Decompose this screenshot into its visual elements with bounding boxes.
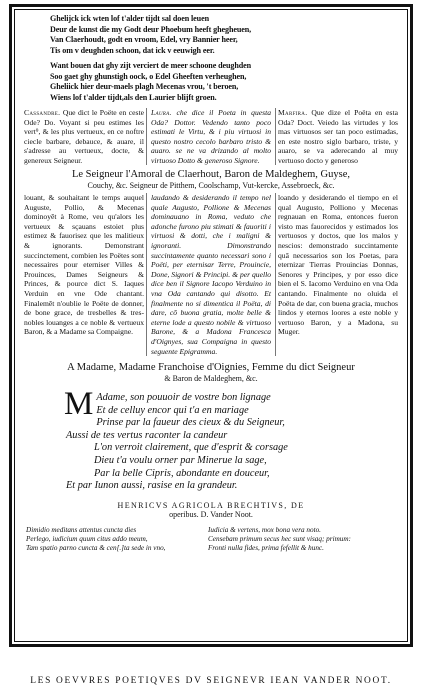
running-footer: LES OEVVRES POETIQVES DV SEIGNEVR IEAN VANDER NOOT. bbox=[30, 676, 392, 686]
sonnet-line: Dieu t'a voulu orner par Minerue la sage, bbox=[94, 455, 267, 467]
epigram-line: Perlego, iudicium quum citus addo meum, bbox=[26, 535, 148, 544]
spanish-column bbox=[276, 108, 400, 165]
epigram-author-sub: operibus. D. Vander Noot. bbox=[169, 509, 253, 519]
madame-title: A Madame, Madame Franchoise d'Oignies, Femme du dict Seigneur bbox=[67, 362, 355, 374]
epigram-line: Censebam primum secus hec sunt visaq; primum: bbox=[208, 535, 351, 544]
madame-subtitle: & Baron de Maldeghem, &c. bbox=[164, 374, 258, 384]
column-text: che dice il Poeta in questa Oda? Dottor. Vedendo tanto poco estimati le Virtu, & i piu virtuosi in questo nostro cecolo barbaro tristo & auaro. se ne va drizando al molto virtuoso Dotto & generoso Signore. bbox=[151, 108, 272, 165]
epigram-left bbox=[22, 526, 202, 554]
poem-line: Gheliick hier deur-maels plagh Mecenas vrou, 't beroen, bbox=[50, 82, 239, 91]
italian-column-2: laudando & desiderando il tempo nel quale Augusto, Pollione & Mecenas dominauano in Roma, veduto che adonche furono piu stimati & fauoriti i virtuosi & dotti, che i maligni & ignoranti. Dimonstrando succintamente quanto necessari sono i Poëti, per eternisar Terre, Prouincie, Done, Signori & Principi. & per quello dice ben il Signore Iacopo Verduino in vna Oda cantando qui disotto. Et finalmente no si dimentica il Poëta, di dare, cō buona gratia, molte belle & eterne lode a questo nobile & virtuoso Barone, & a Madona Francesca d'Oignyes, sua Compaigna in questo seguente Epigramma. bbox=[146, 193, 276, 356]
epigram-line: Tam spatio parno cuncta & cen[.]ta sede in vno, bbox=[26, 544, 166, 553]
epigram-line: Iudicia & vertens, mox bona vera noto. bbox=[208, 525, 321, 534]
poem-line: Ghelijck ick wten lof t'alder tijdt sal doen leuen bbox=[50, 14, 209, 23]
epigram-line: Dimidio meditans attentus cuncta dies bbox=[26, 525, 137, 534]
dialogue-columns-continued bbox=[22, 193, 400, 356]
dedication-subtitle: Couchy, &c. Seigneur de Pitthem, Coolschamp, Vut-kercke, Assebroeck, &c. bbox=[87, 181, 335, 190]
epigram-author: HENRICVS AGRICOLA BRECHTIVS, DE bbox=[117, 500, 305, 510]
poem-line: Wiens lof t'alder tijdt,als den Laurier blijft groen. bbox=[50, 92, 217, 102]
speaker-heading: Marfira. bbox=[278, 108, 308, 117]
italian-column bbox=[146, 108, 276, 165]
dutch-poem bbox=[22, 14, 400, 103]
sonnet-line: Aussi de tes vertus raconter la candeur bbox=[66, 429, 228, 441]
dialogue-columns bbox=[22, 108, 400, 165]
latin-epigram bbox=[22, 526, 400, 554]
sonnet-line: Et par Iunon aussi, rasise en la grandeur. bbox=[66, 480, 238, 492]
column-text: Que dict le Poëte en ceste Ode? Do. Voyant si peu estimes les vert⁹, & les plus vertueux, en ce noftre ciecle barbare, debauce, & auare, il s'adresse au vertueux, docte, & genereux Seigneur. bbox=[24, 108, 144, 165]
epigram-right bbox=[202, 526, 400, 554]
french-column-2: louant, & souhaitant le temps auquel Auguste, Pollio, & Mecenas dominoyēt à Rome, veu qu'alors les vertueux & sçauans estoiet plus estimez & fauorisez que les malitieux & ignorants. Demonstrant succinctement, combien les Poëtes sont necessaires pour eterniser Villes & Prouinces, Dames Seigneurs & Princes, & pource dict S. Iaques Verduin en vne Ode chantant. Finalemēt n'oublie le Poëte de donner, de bone grace, de tresbelles & tres-nobles louanges a ce noble & vertueux Baron, & a Madame sa Compaigne. bbox=[24, 193, 144, 337]
speaker-heading: Cassandre. bbox=[24, 108, 61, 117]
spanish-column-2: loando y desiderando el tiempo en el qual Augusto, Polliono y Mecenas regnauan en Roma, entonces fueron visto mas fauorecidos y estimados los vertuosos y doctos, que los malos y nescios: demonstrado succintamente quā necessarios son los Poetas, para eternizar Tierras Prouincias Donnas, Senores y Principes, y por esso dice bien el S. Iacomo Verduino en vna Oda cantando. Finalmente no oluida el Poëta de dar, con buena gracia, muchos lindos y eternos loores a este noble y vertuoso Baron, y a Madona, su Muger. bbox=[278, 193, 398, 337]
sonnet-line: Adame, son pouuoir de vostre bon lignage bbox=[96, 392, 271, 404]
speaker-heading: Laura. bbox=[151, 108, 172, 117]
poem-line: Deur de kunst die my Godt deur Phoebum heeft ghegheuen, bbox=[50, 24, 252, 34]
sonnet-line: L'on verroit clairement, que d'esprit & corsage bbox=[94, 442, 288, 454]
drop-cap: M bbox=[64, 386, 94, 423]
poem-line: Soo gaet ghy ghunstigh oock, o Edel Gheeften verheughen, bbox=[50, 71, 247, 81]
sonnet-line: Prinse par la faueur des cieux & du Seigneur, bbox=[96, 417, 285, 429]
sonnet bbox=[64, 386, 400, 493]
poem-line: Van Claerhoudt, godt en vroom, Edel, vry Bannier heer, bbox=[50, 35, 238, 44]
page-content bbox=[22, 14, 400, 638]
french-column bbox=[22, 108, 146, 165]
sonnet-line: Et de celluy encor qui t'a en mariage bbox=[96, 404, 249, 416]
dedication-title: Le Seigneur l'Amoral de Claerhout, Baron de Maldeghem, Guyse, bbox=[71, 169, 351, 180]
poem-line: Tis om v deughden schoon, dat ick v eeuwigh eer. bbox=[50, 45, 215, 55]
poem-line: Want bouen dat ghy zijt verciert de meer schoone deughden bbox=[50, 61, 252, 70]
sonnet-line: Par la belle Cipris, abondante en douceur, bbox=[94, 467, 270, 479]
epigram-line: Fronti nulla fides, prima fefellit & hunc. bbox=[208, 544, 324, 553]
column-text: Que dize el Poëta en esta Oda? Doct. Veiedo las virtudes y los mas virtuosos ser tan poco estimadas, en este nostro siglo barbaro, triste, y auaro, se va aderecando al muy vertuoso docto y generoso bbox=[278, 108, 398, 165]
